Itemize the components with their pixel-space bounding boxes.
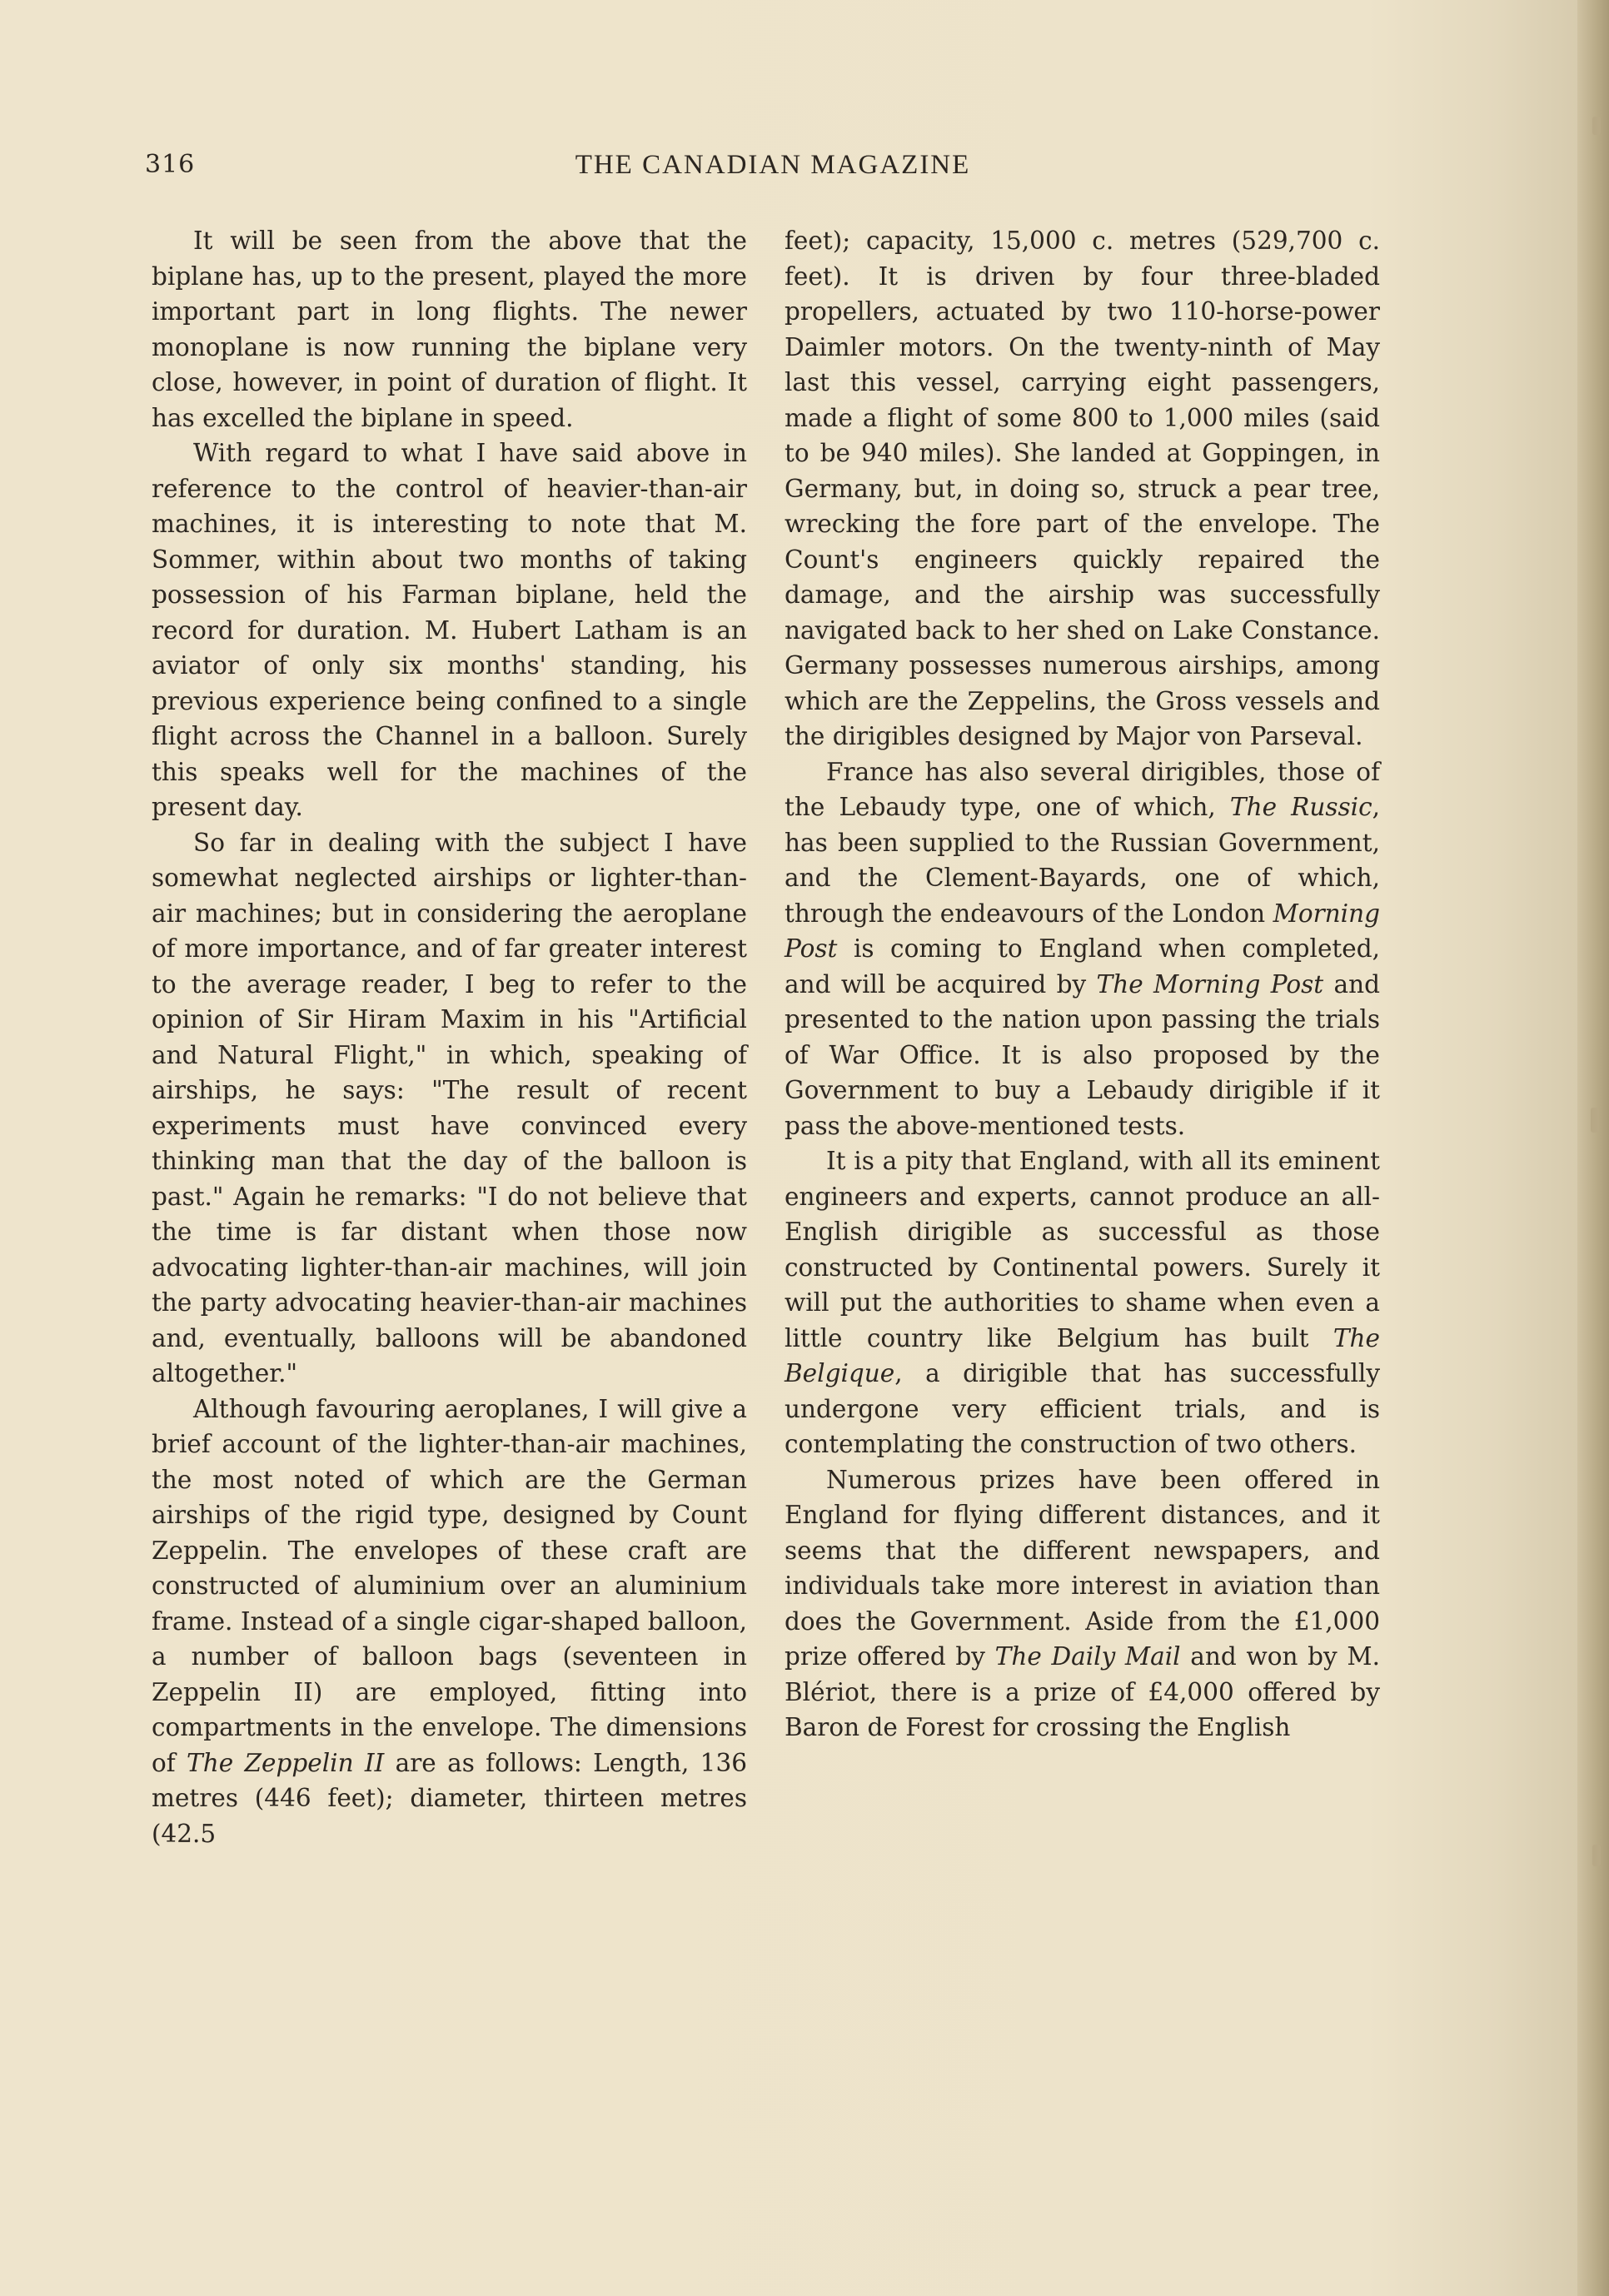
paragraph-text: Numerous prizes have been offered in England for flying different distances, and it seems that the different newspapers, and individuals take more interest in aviation than does the Government. Aside from the £1,000 prize offered by (785, 1465, 1380, 1671)
paragraph-text: is coming to England when completed, and will be acquired by (785, 934, 1380, 999)
paragraph (785, 755, 1380, 1144)
page-edge-mark (1591, 1108, 1599, 1133)
italic-title: Morning Post (785, 899, 1380, 963)
paragraph-text: It is a pity that England, with all its eminent engineers and experts, cannot produce an all-English dirigible as successful as those constructed by Continental powers. Surely it will put the authorities to shame when even a little country like Belgium has built (785, 1147, 1380, 1352)
running-title: THE CANADIAN MAGAZINE (575, 150, 971, 180)
paragraph-text: are as follows: Length, 136 metres (446 feet); diameter, thirteen metres (42.5 (152, 1748, 747, 1848)
italic-title: The Belgique (785, 1323, 1380, 1387)
right-column (785, 223, 1380, 1746)
paragraph: So far in dealing with the subject I have somewhat neglected airships or lighter-than-air machines; but in considering the aeroplane of more importance, and of far greater interest to the average reader, I beg to refer to the opinion of Sir Hiram Maxim in his "Artificial and Natural Flight," in which, speaking of airships, he says: "The result of recent experiments must have convinced every thinking man that the day of the balloon is past." Again he remarks: "I do not believe that the time is far distant when those now advocating lighter-than-air machines, will join the party advocating heavier-than-air machines and, eventually, balloons will be abandoned altogether." (152, 828, 747, 1387)
paragraph-text: , a dirigible that has successfully undergone very efficient trials, and is contemplating the construction of two others. (785, 1359, 1380, 1458)
paragraph-text: , has been supplied to the Russian Government, and the Clement-Bayards, one of which, through the endeavours of the London (785, 793, 1380, 928)
italic-title: The Russic (1229, 793, 1372, 821)
italic-title: The Zeppelin II (187, 1748, 385, 1777)
paragraph (785, 1143, 1380, 1462)
page-header (145, 150, 1401, 200)
paragraph: With regard to what I have said above in reference to the control of heavier-than-air machines, it is interesting to note that M. Sommer, within about two months of taking possession of his Farman biplane, held the record for duration. M. Hubert Latham is an aviator of only six months' standing, his previous experience being confined to a single flight across the Channel in a balloon. Surely this speaks well for the machines of the present day. (152, 439, 747, 821)
paragraph (785, 1462, 1380, 1746)
page-edge-mark (1592, 117, 1601, 135)
paragraph: feet); capacity, 15,000 c. metres (529,700 c. feet). It is driven by four three-bladed propellers, actuated by two 110-horse-power Daimler motors. On the twenty-ninth of May last this vessel, carrying eight passengers, made a flight of some 800 to 1,000 miles (said to be 940 miles). She landed at Goppingen, in Germany, but, in doing so, struck a pear tree, wrecking the fore part of the envelope. The Count's engineers quickly repaired the damage, and the airship was successfully navigated back to her shed on Lake Constance. Germany possesses numerous airships, among which are the Zeppelins, the Gross vessels and the dirigibles designed by Major von Parseval. (785, 227, 1380, 750)
italic-title: The Morning Post (1096, 969, 1324, 999)
paragraph-text: France has also several dirigibles, those of the Lebaudy type, one of which, (785, 757, 1380, 821)
paragraph: It will be seen from the above that the biplane has, up to the present, played the more important part in long flights. The newer monoplane is now running the biplane very close, however, in point of duration of flight. It has excelled the biplane in speed. (152, 227, 747, 432)
page-edge-mark (1592, 1845, 1601, 1866)
page-binding-edge (1577, 0, 1609, 2296)
paragraph-text: and presented to the nation upon passing the trials of War Office. It is also proposed by the Government to buy a Lebaudy dirigible if it pass the above-mentioned tests. (785, 969, 1380, 1140)
page-number: 316 (145, 150, 196, 179)
paragraph (152, 1392, 747, 1852)
italic-title: The Daily Mail (994, 1642, 1181, 1671)
paragraph-text: and won by M. Blériot, there is a prize of £4,000 offered by Baron de Forest for crossing the English (785, 1642, 1380, 1741)
left-column (152, 223, 747, 1851)
paragraph-text: Although favouring aeroplanes, I will give a brief account of the lighter-than-air machines, the most noted of which are the German airships of the rigid type, designed by Count Zeppelin. The envelopes of these craft are constructed of aluminium over an aluminium frame. Instead of a single cigar-shaped balloon, a number of balloon bags (seventeen in Zeppelin II) are employed, fitting into compartments in the envelope. The dimensions of (152, 1394, 747, 1777)
